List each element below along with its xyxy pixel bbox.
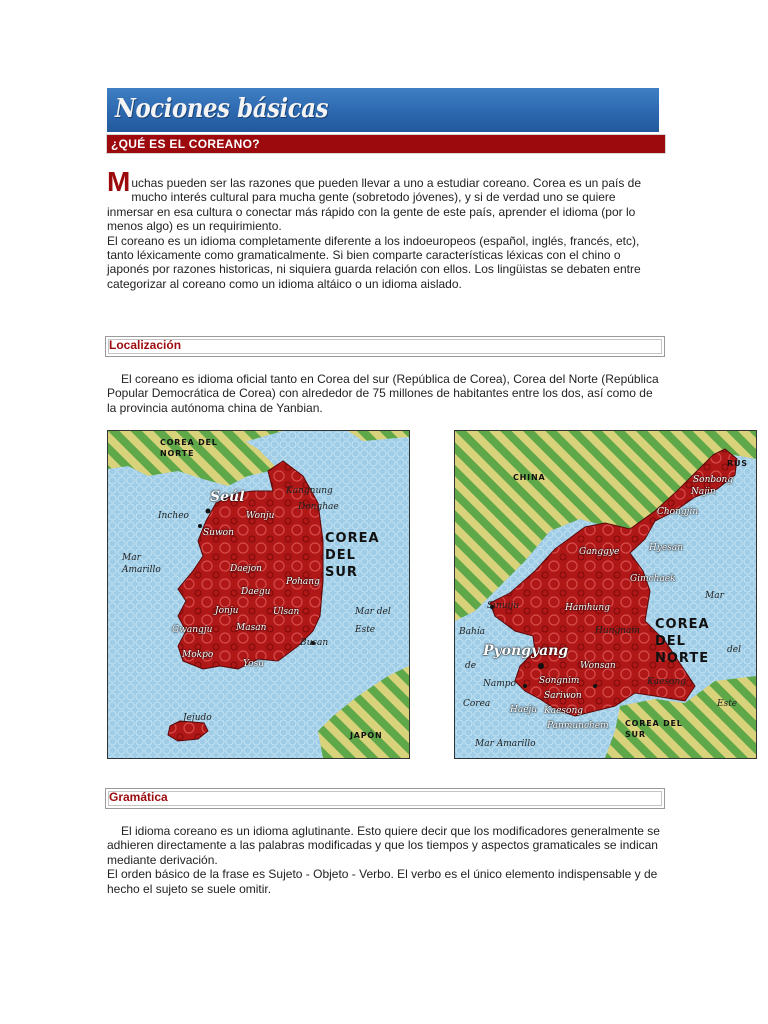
label-jejudo: Jejudo <box>183 713 212 723</box>
dropcap: M <box>107 166 131 197</box>
label-wonju: Wonju <box>246 511 275 521</box>
section-heading-localizacion: Localización <box>109 338 182 352</box>
label-bay-3: Corea <box>463 699 491 709</box>
banner-title: Nociones básicas <box>115 94 329 124</box>
label-sariwon: Sariwon <box>544 691 582 701</box>
label-songnim: Songnim <box>539 676 580 686</box>
label-daejon: Daejon <box>230 564 262 574</box>
label-chongjin: Chongjin <box>657 507 699 517</box>
label-japan: JAPÓN <box>350 731 383 740</box>
label-haeju: Haeju <box>510 705 538 715</box>
label-incheon: Incheo <box>158 511 189 521</box>
label-pyongyang: Pyongyang <box>483 643 569 659</box>
label-russia: RUS <box>727 459 748 468</box>
label-hungnam: Hungnam <box>595 626 640 636</box>
label-ulsan: Ulsan <box>273 607 300 617</box>
label-china: CHINA <box>513 473 546 482</box>
gramatica-paragraph-1: El idioma coreano es un idioma aglutinante. Esto quiere decir que los modificadores generalmente se adhieren directamente a las palabras modificadas y que los tiempos y aspectos gramaticales se indican mediante derivación. <box>107 824 660 867</box>
label-country-south-1: COREA <box>325 531 380 546</box>
label-suwon: Suwon <box>203 528 234 538</box>
label-north-korea-2: NORTE <box>160 449 195 458</box>
label-jeonju: Jonju <box>215 606 239 616</box>
label-country-north-2: DEL <box>655 634 686 649</box>
label-gwangju: Gwangju <box>172 625 213 635</box>
label-east-sea-2: Este <box>355 625 376 635</box>
label-najin: Najin <box>691 487 716 497</box>
label-wonsan: Wonsan <box>580 661 616 671</box>
label-masan: Masan <box>236 623 267 633</box>
header-banner <box>107 88 659 132</box>
intro-text <box>107 166 662 291</box>
label-country-north-1: COREA <box>655 617 710 632</box>
label-daegu: Daegu <box>241 587 271 597</box>
label-yellow-sea-2: Amarillo <box>122 565 161 575</box>
localizacion-text: El coreano es idioma oficial tanto en Corea del sur (República de Corea), Corea del Norte (República Popular Democrática de Corea) con alrededor de 75 millones de habitantes entre los dos, así como de la provincia autónoma china de Yanbian. <box>107 372 659 415</box>
section-gramatica <box>105 788 665 809</box>
label-yellow-sea-north: Mar Amarillo <box>475 739 536 749</box>
label-sonbong: Sonbong <box>693 475 734 485</box>
label-pohang: Pohang <box>286 577 320 587</box>
label-south-korea-2: SUR <box>625 730 646 739</box>
label-bay-1: Bahía <box>459 627 486 637</box>
label-yellow-sea-1: Mar <box>122 553 141 563</box>
label-ganggye: Ganggye <box>579 547 620 557</box>
label-sinuiju: Sinuiju <box>487 601 520 611</box>
label-kaesong-1: Kaesong <box>647 677 687 687</box>
label-hyesan: Hyesan <box>649 543 684 553</box>
label-panmunjom: Panmunchem <box>547 721 609 731</box>
gramatica-paragraph-2: El orden básico de la frase es Sujeto - Objeto - Verbo. El verbo es el único elemento indispensable y de hecho el sujeto se suele omitir. <box>107 867 658 896</box>
label-nampo: Nampo <box>483 679 516 689</box>
label-gangneung: Kangnung <box>286 486 333 496</box>
south-korea-map <box>107 430 410 759</box>
gramatica-text <box>107 824 662 896</box>
label-country-south-3: SUR <box>325 565 358 580</box>
section-heading-gramatica: Gramática <box>109 790 168 804</box>
label-seoul: Seúl <box>210 489 245 505</box>
label-mokpo: Mokpo <box>182 650 214 660</box>
section-localizacion <box>105 336 665 357</box>
label-bay-2: de <box>465 661 477 671</box>
label-east-sea-north-1: Mar <box>705 591 724 601</box>
label-gimchaek: Gimchaek <box>630 574 676 584</box>
label-east-sea-north-2: del <box>727 645 741 655</box>
intro-paragraph-2: El coreano es un idioma completamente diferente a los indoeuropeos (español, inglés, francés, etc), tanto léxicamente como gramaticalmente. Si bien comparte características léxicas con el chino o japonés por razones historicas, ni siquiera guarda relación con ellos. Los lingüistas se debaten entre categorizar al coreano como un idioma altáico o un idioma aislado. <box>107 233 641 291</box>
label-kaesong-2: Kaesong <box>544 706 584 716</box>
section-title-bar <box>106 134 666 154</box>
label-east-sea-north-3: Este <box>717 699 738 709</box>
label-donghae: Donghae <box>298 502 339 512</box>
label-country-south-2: DEL <box>325 548 356 563</box>
label-hamhung: Hamhung <box>565 603 610 613</box>
label-north-korea-1: COREA DEL <box>160 438 218 447</box>
north-korea-map <box>454 430 757 759</box>
label-south-korea-1: COREA DEL <box>625 719 683 728</box>
label-yeosu: Yosu <box>243 659 264 669</box>
intro-paragraph-1: uchas pueden ser las razones que pueden llevar a uno a estudiar coreano. Corea es un país de mucho interés cultural para mucha gente (sobretodo jóvenes), y si de verdad uno se quiere inmersar en esa cultura o conectar más rápido con la gente de este país, aprender el idioma (por lo menos algo) es un requirimiento. <box>107 176 642 234</box>
label-country-north-3: NORTE <box>655 651 710 666</box>
label-east-sea-1: Mar del <box>355 607 391 617</box>
label-busan: Busan <box>300 638 329 648</box>
section-title: ¿QUÉ ES EL COREANO? <box>111 137 260 151</box>
